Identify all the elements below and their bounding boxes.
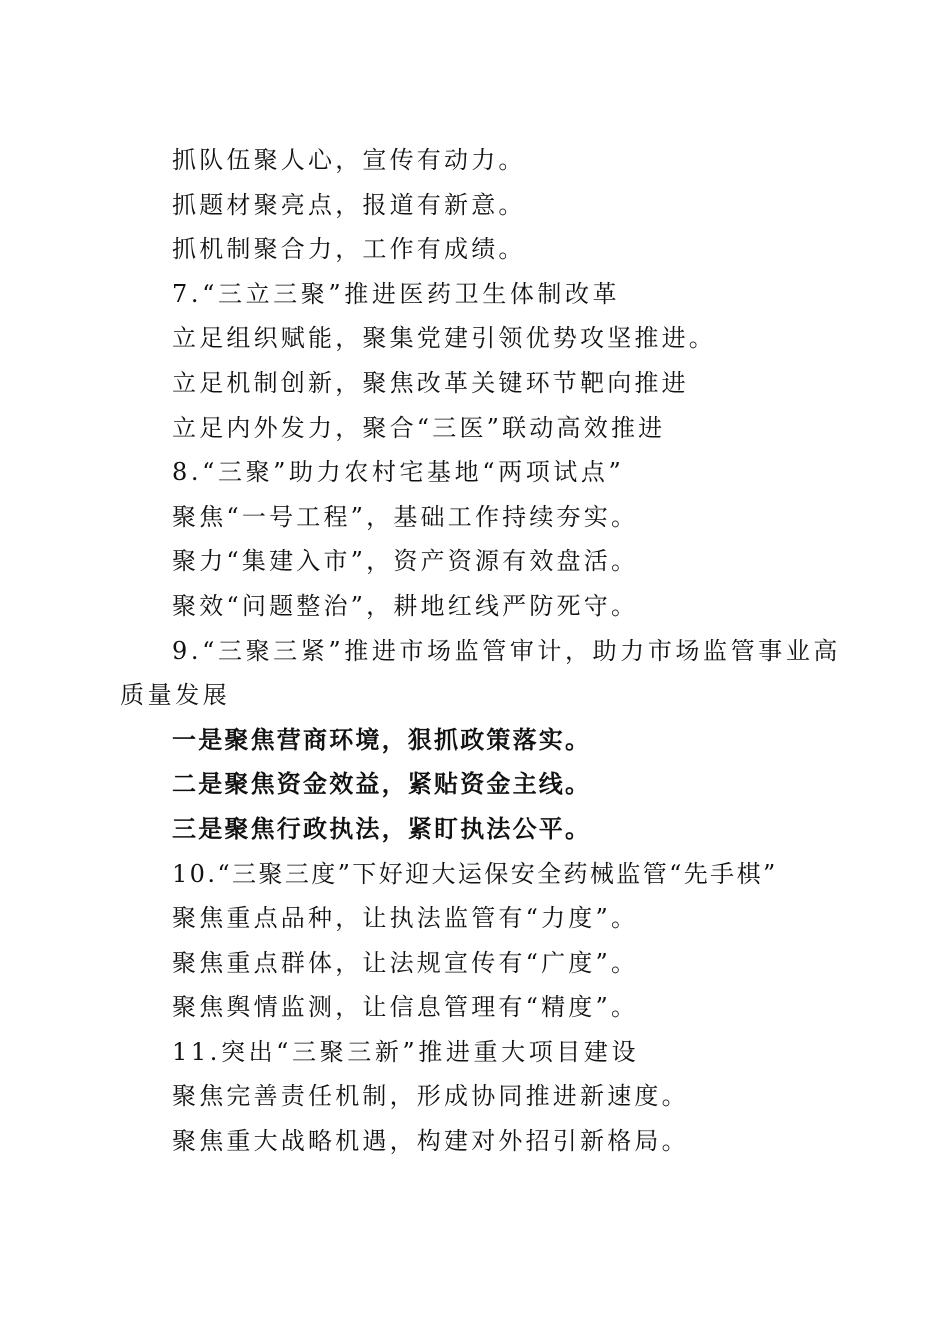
body-line-5: 立足组织赋能，聚集党建引领优势攻坚推进。 [172, 324, 716, 353]
body-line-11: 聚效“问题整治”，耕地红线严防死守。 [172, 591, 639, 620]
body-line-18: 聚焦重点品种，让执法监管有“力度”。 [172, 904, 639, 933]
body-line-6: 立足机制创新，聚焦改革关键环节靶向推进 [172, 368, 689, 397]
body-line-19: 聚焦重点群体，让法规宣传有“广度”。 [172, 948, 639, 977]
section-heading-10: 10.“三聚三度”下好迎大运保安全药械监管“先手棋” [172, 859, 778, 888]
section-heading-7: 7.“三立三聚”推进医药卫生体制改革 [172, 279, 621, 308]
body-line-23: 聚焦重大战略机遇，构建对外招引新格局。 [172, 1127, 689, 1156]
body-line-3: 抓机制聚合力，工作有成绩。 [172, 235, 526, 264]
section-heading-9-continued: 质量发展 [120, 681, 231, 710]
body-line-10: 聚力“集建入市”，资产资源有效盘活。 [172, 547, 639, 576]
body-line-20: 聚焦舆情监测，让信息管理有“精度”。 [172, 993, 639, 1022]
section-heading-8: 8.“三聚”助力农村宅基地“两项试点” [172, 458, 625, 487]
body-line-7: 立足内外发力，聚合“三医”联动高效推进 [172, 413, 666, 442]
section-heading-11: 11.突出“三聚三新”推进重大项目建设 [172, 1037, 640, 1066]
body-line-2: 抓题材聚亮点，报道有新意。 [172, 190, 526, 219]
body-line-22: 聚焦完善责任机制，形成协同推进新速度。 [172, 1082, 689, 1111]
body-line-14: 一是聚焦营商环境，狠抓政策落实。 [172, 724, 592, 754]
body-line-15: 二是聚焦资金效益，紧贴资金主线。 [172, 769, 592, 799]
document-body [120, 138, 840, 1164]
body-line-16: 三是聚焦行政执法，紧盯执法公平。 [172, 813, 592, 843]
body-line-1: 抓队伍聚人心，宣传有动力。 [172, 146, 526, 174]
section-heading-9: 9.“三聚三紧”推进市场监管审计，助力市场监管事业高 [172, 636, 842, 665]
body-line-9: 聚焦“一号工程”，基础工作持续夯实。 [172, 502, 639, 531]
